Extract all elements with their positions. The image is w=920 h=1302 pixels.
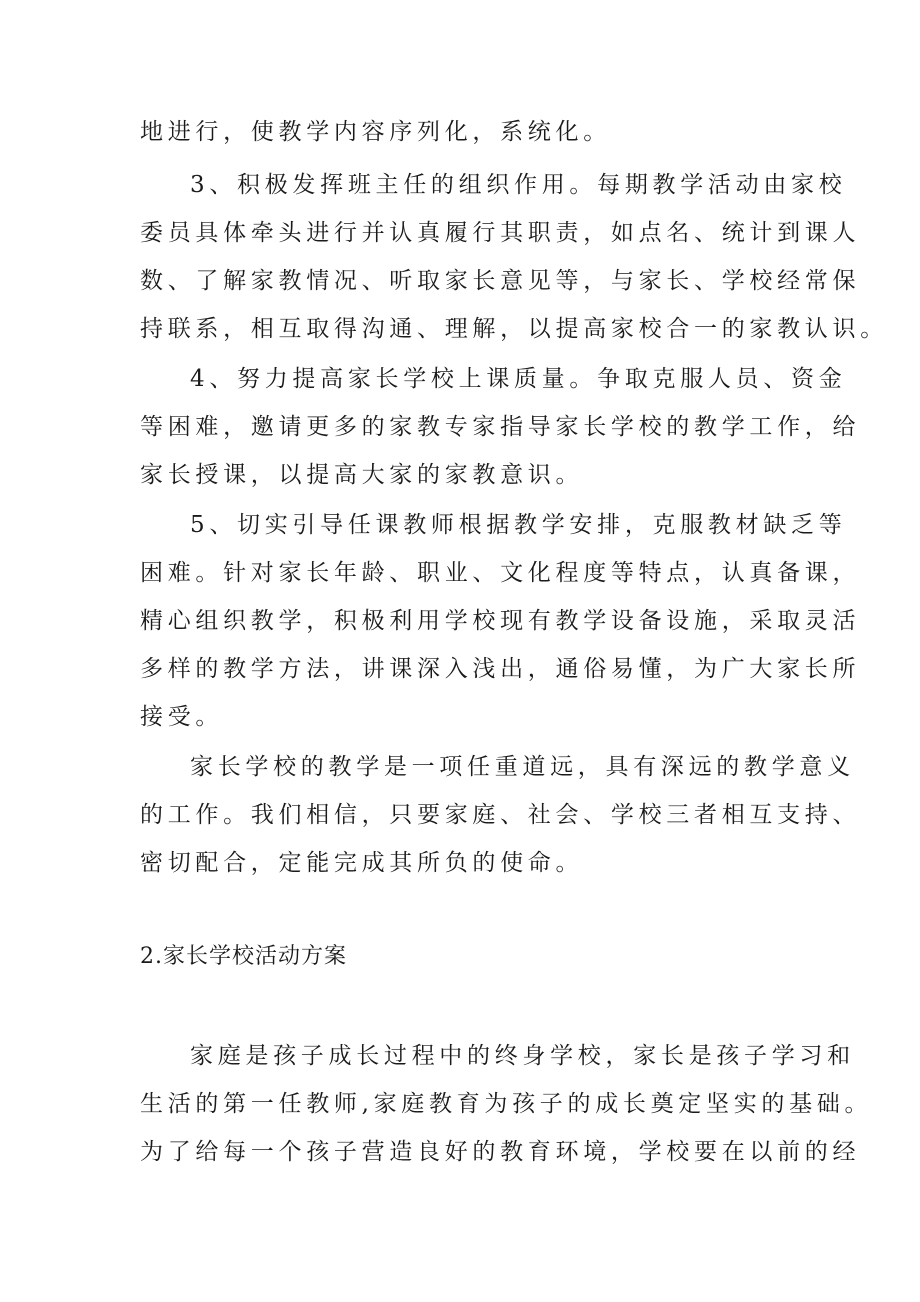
paragraph-line: 多样的教学方法，讲课深入浅出，通俗易懂，为广大家长所 bbox=[140, 656, 861, 682]
paragraph-line: 家庭是孩子成长过程中的终身学校，家长是孩子学习和 bbox=[190, 1043, 855, 1069]
paragraph-line: 接受。 bbox=[140, 704, 224, 730]
paragraph-line: 家长授课，以提高大家的家教意识。 bbox=[140, 462, 584, 488]
paragraph-line: 4、努力提高家长学校上课质量。争取克服人员、资金 bbox=[190, 366, 847, 392]
paragraph-line: 持联系，相互取得沟通、理解，以提高家校合一的家教认识。 bbox=[140, 316, 888, 342]
section-heading: 2.家长学校活动方案 bbox=[140, 944, 347, 969]
paragraph-line: 为了给每一个孩子营造良好的教育环境，学校要在以前的经 bbox=[140, 1139, 861, 1165]
paragraph-line: 精心组织教学，积极利用学校现有教学设备设施，采取灵活 bbox=[140, 608, 861, 634]
paragraph-line: 生活的第一任教师,家庭教育为孩子的成长奠定坚实的基础。 bbox=[140, 1091, 873, 1117]
paragraph-line: 数、了解家教情况、听取家长意见等，与家长、学校经常保 bbox=[140, 268, 861, 294]
paragraph-line: 困难。针对家长年龄、职业、文化程度等特点，认真备课， bbox=[140, 560, 861, 586]
paragraph-line: 5、切实引导任课教师根据教学安排，克服教材缺乏等 bbox=[190, 512, 847, 538]
paragraph-line: 地进行，使教学内容序列化，系统化。 bbox=[140, 119, 611, 145]
paragraph-line: 的工作。我们相信，只要家庭、社会、学校三者相互支持、 bbox=[140, 802, 861, 828]
paragraph-line: 委员具体牵头进行并认真履行其职责，如点名、统计到课人 bbox=[140, 220, 861, 246]
paragraph-line: 密切配合，定能完成其所负的使命。 bbox=[140, 850, 584, 876]
paragraph-line: 等困难，邀请更多的家教专家指导家长学校的教学工作，给 bbox=[140, 414, 861, 440]
paragraph-line: 3、积极发挥班主任的组织作用。每期教学活动由家校 bbox=[190, 172, 847, 198]
paragraph-line: 家长学校的教学是一项任重道远，具有深远的教学意义 bbox=[190, 754, 855, 780]
